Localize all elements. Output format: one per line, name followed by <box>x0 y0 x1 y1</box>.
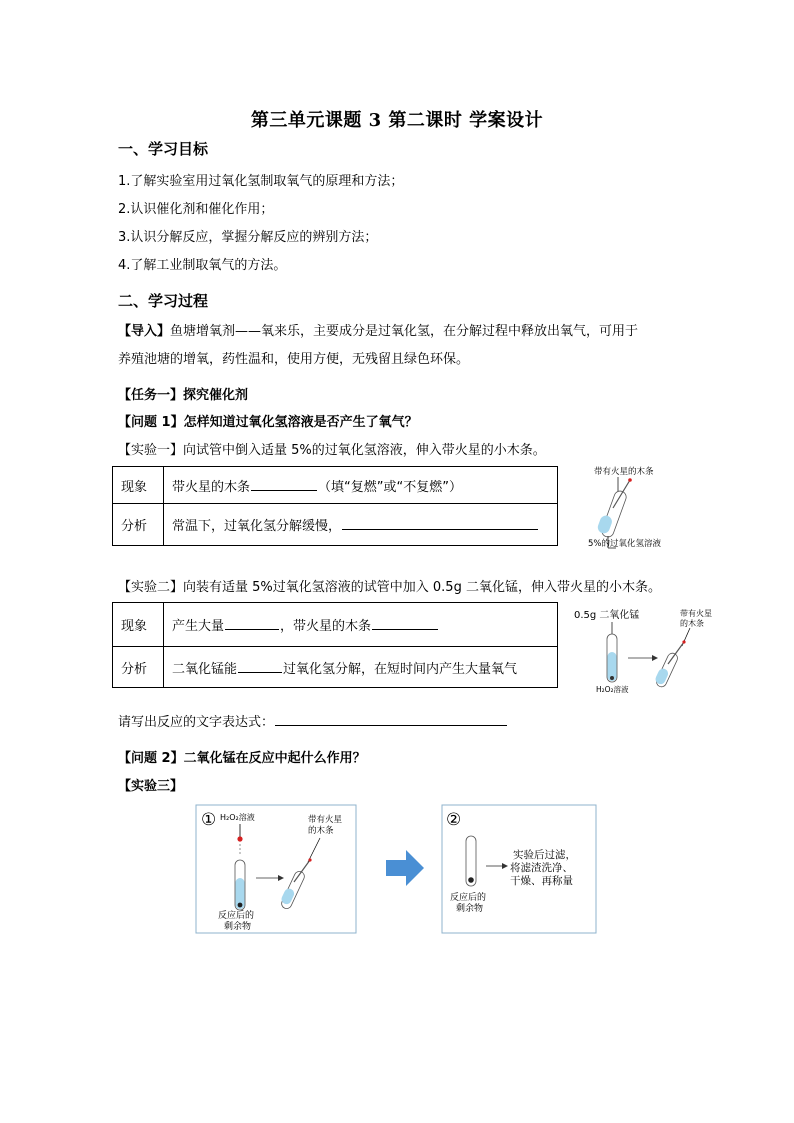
figure2-label-stick: 带有火星的木条 <box>680 609 712 628</box>
intro-paragraph-line1 <box>118 320 638 339</box>
figure2-label-mno2: 0.5g 二氧化锰 <box>574 610 640 621</box>
experiment2-table <box>112 602 558 688</box>
answer-blank[interactable] <box>342 528 538 530</box>
table1-phenomenon-cell <box>164 467 558 504</box>
goal-item: 2.认识催化剂和催化作用； <box>118 202 274 217</box>
figure2-label-h2o2: H₂O₂溶液 <box>596 685 629 694</box>
expression-line <box>118 711 508 730</box>
table2-analysis-cell <box>164 647 558 688</box>
table2-phenomenon-text: 产生大量 <box>172 619 225 634</box>
figure1-label-solution: 5%的过氧化氢溶液 <box>588 539 661 549</box>
expression-prompt: 请写出反应的文字表达式： <box>118 715 275 730</box>
goal-item: 1.了解实验室用过氧化氢制取氧气的原理和方法； <box>118 174 404 189</box>
answer-blank[interactable] <box>238 671 282 673</box>
intro-paragraph-line2: 养殖池塘的增氧，药性温和，使用方便，无残留且绿色环保。 <box>118 352 470 367</box>
table1-phenomenon-hint: （填“复燃”或“不复燃”） <box>318 479 462 495</box>
intro-tag: 【导入】 <box>118 324 171 339</box>
experiment1-text: 【实验一】向试管中倒入适量 5%的过氧化氢溶液，伸入带火星的小木条。 <box>118 443 546 458</box>
page-title: 第三单元课题 3 第二课时 学案设计 <box>250 110 544 131</box>
panel1-label-h2o2: H₂O₂溶液 <box>220 813 255 822</box>
table1-analysis-text: 常温下，过氧化氢分解缓慢， <box>172 519 342 534</box>
intro-text: 鱼塘增氧剂——氧来乐，主要成分是过氧化氢，在分解过程中释放出氧气，可用于 <box>170 324 639 339</box>
panel1-label-residue: 反应后的剩余物 <box>218 911 255 932</box>
section-heading-goals: 一、学习目标 <box>118 140 209 158</box>
task1-heading: 【任务一】探究催化剂 <box>118 388 249 403</box>
figure1-label-splint: 带有火星的木条 <box>594 467 654 477</box>
experiment3-heading: 【实验三】 <box>118 779 184 794</box>
question1-heading: 【问题 1】怎样知道过氧化氢溶液是否产生了氧气？ <box>118 415 418 430</box>
panel2-label-residue: 反应后的剩余物 <box>450 893 487 914</box>
table2-analysis-text: 二氧化锰能 <box>172 661 238 677</box>
experiment2-text: 【实验二】向装有适量 5%过氧化氢溶液的试管中加入 0.5g 二氧化锰，伸入带火星的小木条。 <box>118 580 661 595</box>
section-heading-process: 二、学习过程 <box>118 292 209 310</box>
experiment1-table <box>112 466 558 546</box>
goal-item: 3.认识分解反应，掌握分解反应的辨别方法； <box>118 230 378 245</box>
table1-analysis-cell <box>164 504 558 546</box>
table1-head-phenomenon: 现象 <box>113 467 164 504</box>
panel1-label-stick: 带有火星的木条 <box>308 815 343 836</box>
figure-experiment3 <box>190 800 600 938</box>
panel2-number: ② <box>446 810 462 830</box>
table2-head-analysis: 分析 <box>113 647 164 688</box>
answer-blank[interactable] <box>372 628 438 630</box>
table1-phenomenon-text: 带火星的木条 <box>172 479 251 495</box>
table2-head-phenomenon: 现象 <box>113 603 164 647</box>
panel1-number: ① <box>201 810 217 830</box>
table2-phenomenon-text2: ，带火星的木条 <box>280 619 372 634</box>
figure-mno2-experiment <box>572 604 732 696</box>
goal-item: 4.了解工业制取氧气的方法。 <box>118 258 287 273</box>
answer-blank[interactable] <box>275 724 507 726</box>
answer-blank[interactable] <box>251 489 317 491</box>
question2-heading: 【问题 2】二氧化锰在反应中起什么作用？ <box>118 751 366 766</box>
answer-blank[interactable] <box>225 628 279 630</box>
table2-phenomenon-cell <box>164 603 558 647</box>
table2-analysis-text2: 过氧化氢分解，在短时间内产生大量氧气 <box>283 661 518 677</box>
table1-head-analysis: 分析 <box>113 504 164 546</box>
panel2-steps: 实验后过滤，将滤渣洗净、干燥、再称量 <box>510 849 576 887</box>
figure-test-tube-splint <box>580 460 690 555</box>
next-step-arrow-icon <box>386 850 424 886</box>
